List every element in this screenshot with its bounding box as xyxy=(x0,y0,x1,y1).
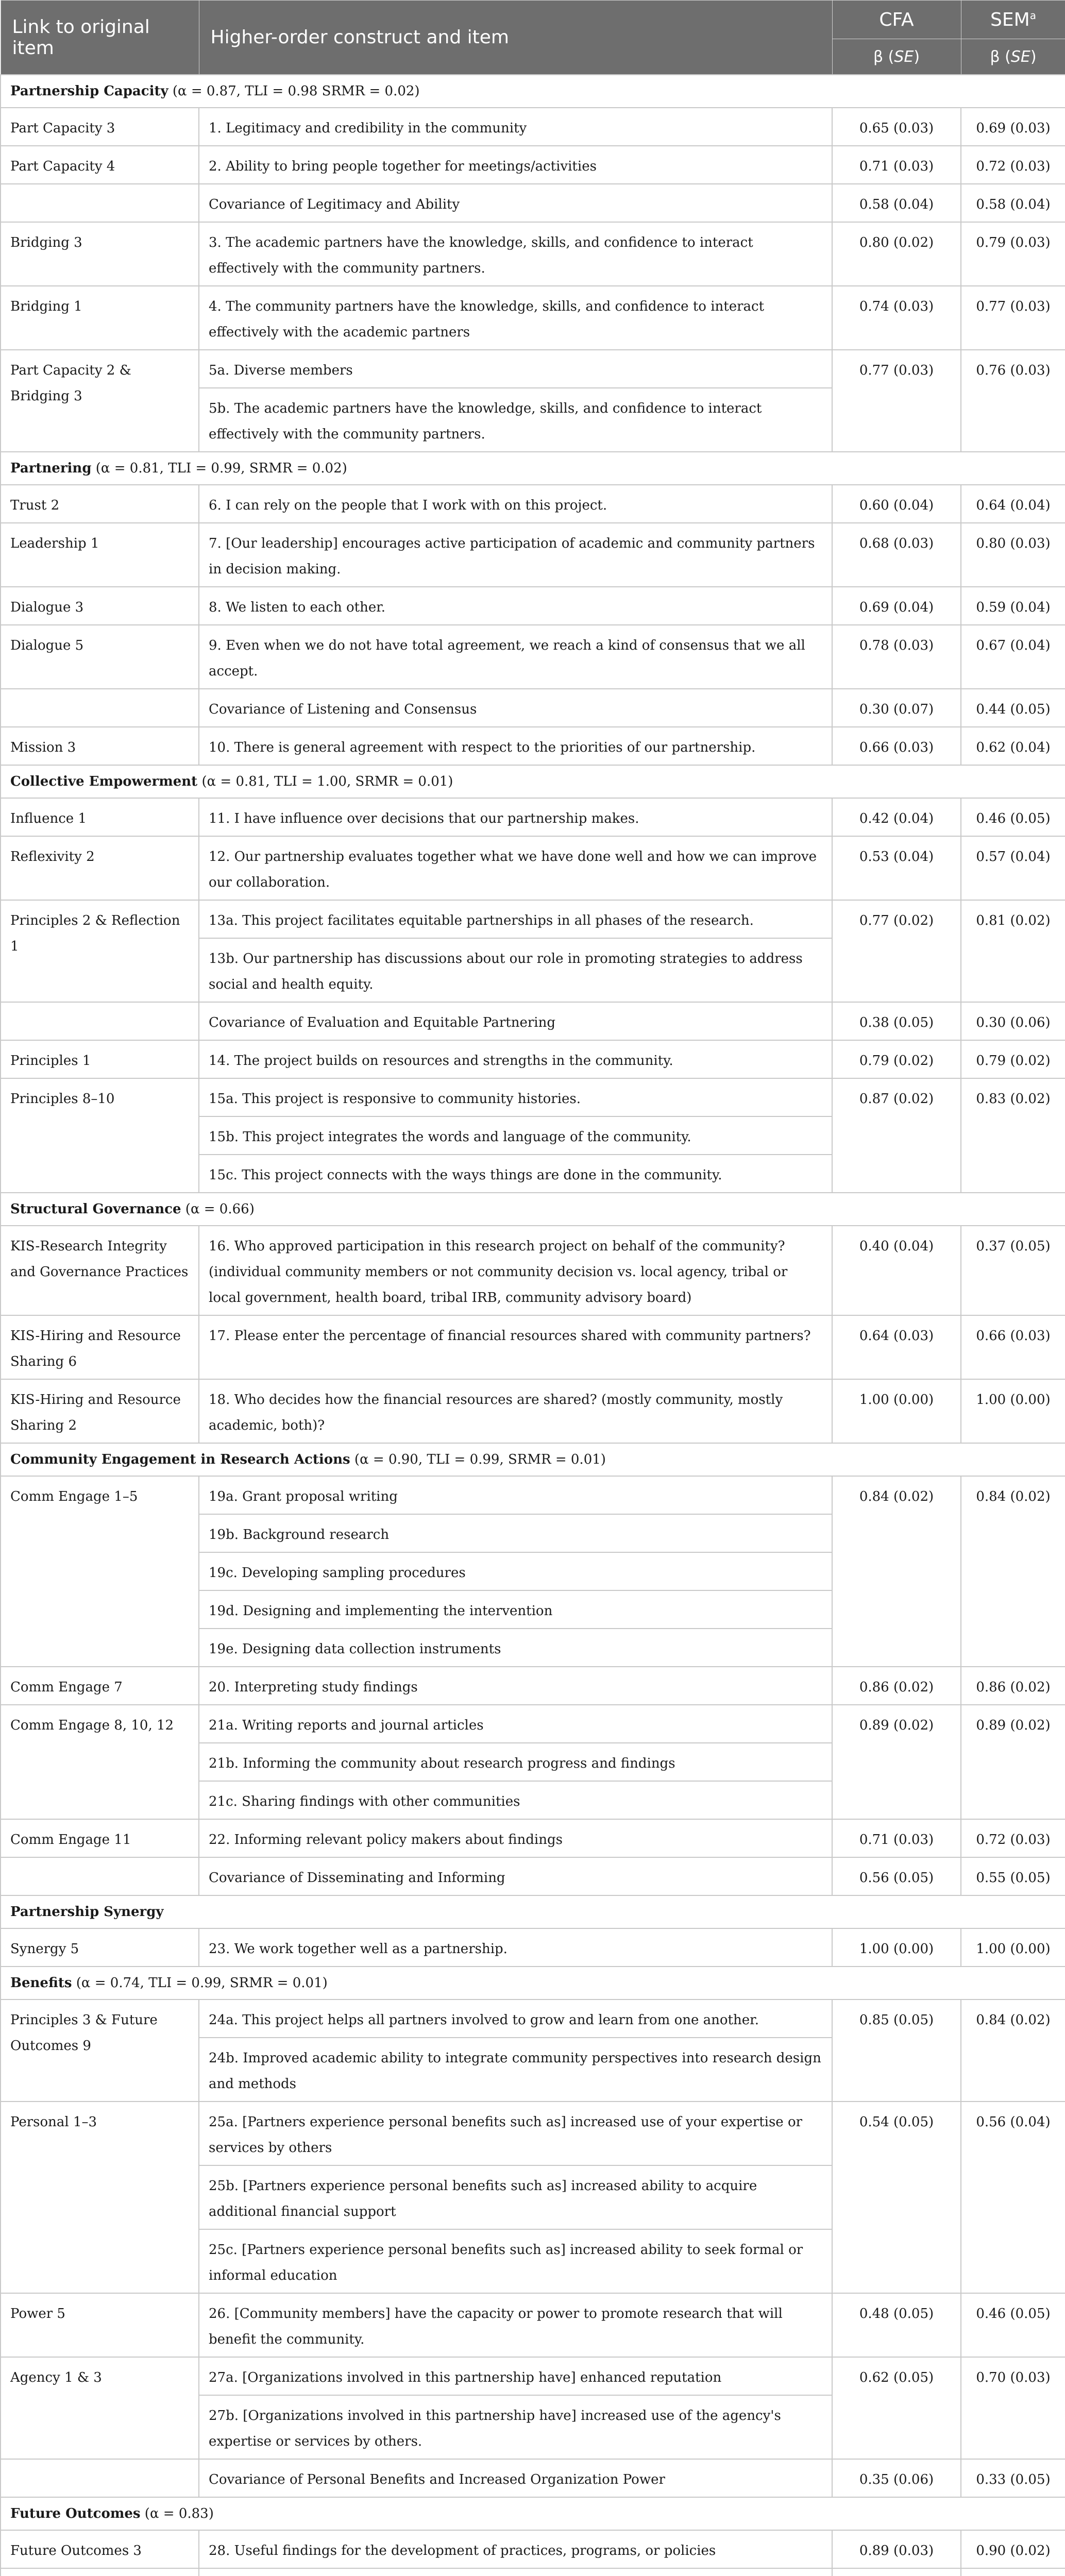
section-header-cell xyxy=(1,2497,1065,2530)
sem-value: 0.72 (0.03) xyxy=(961,1819,1065,1857)
item-cell: 13b. Our partnership has discussions about our role in promoting strategies to address social and health equity. xyxy=(199,938,832,1002)
table-row xyxy=(1,1040,1065,1078)
cfa-value: 0.79 (0.02) xyxy=(832,1040,961,1078)
section-header-cell xyxy=(1,1193,1065,1226)
table-row xyxy=(1,286,1065,350)
item-cell: 15b. This project integrates the words and language of the community. xyxy=(199,1116,832,1155)
table-row xyxy=(1,2530,1065,2568)
table-row xyxy=(1,1078,1065,1116)
table-row xyxy=(1,2357,1065,2395)
link-cell: Synergy 5 xyxy=(1,1928,199,1967)
sem-value: 0.67 (0.04) xyxy=(961,625,1065,689)
item-cell: 1. Legitimacy and credibility in the community xyxy=(199,108,832,146)
section-stats: (α = 0.87, TLI = 0.98 SRMR = 0.02) xyxy=(168,83,420,99)
link-cell: Comm Engage 7 xyxy=(1,1667,199,1705)
table-row xyxy=(1,1857,1065,1895)
section-header-cell xyxy=(1,1443,1065,1476)
sem-value xyxy=(961,2568,1065,2576)
item-cell: 7. [Our leadership] encourages active participation of academic and community partners in decision making. xyxy=(199,523,832,587)
sem-value: 0.64 (0.04) xyxy=(961,485,1065,523)
link-cell: Comm Engage 1–5 xyxy=(1,1476,199,1667)
sem-value: 0.58 (0.04) xyxy=(961,184,1065,222)
link-cell: Bridging 1 xyxy=(1,286,199,350)
table-row xyxy=(1,1667,1065,1705)
link-cell: Agency 1 & 3 xyxy=(1,2357,199,2459)
table-row xyxy=(1,625,1065,689)
item-cell: 25b. [Partners experience personal benefits such as] increased ability to acquire additional financial support xyxy=(199,2165,832,2229)
table-row xyxy=(1,1928,1065,1967)
cfa-value: 0.48 (0.05) xyxy=(832,2293,961,2357)
link-cell: Dialogue 3 xyxy=(1,587,199,625)
sem-value: 0.86 (0.02) xyxy=(961,1667,1065,1705)
section-title: Benefits xyxy=(10,1975,72,1991)
item-cell: 19e. Designing data collection instruments xyxy=(199,1629,832,1667)
item-cell: 28. Useful findings for the development of practices, programs, or policies xyxy=(199,2530,832,2568)
section-header-cell xyxy=(1,1967,1065,1999)
link-cell: Mission 3 xyxy=(1,727,199,765)
section-title: Partnership Capacity xyxy=(10,83,168,99)
sem-value: 0.81 (0.02) xyxy=(961,900,1065,1002)
cfa-value: 0.30 (0.07) xyxy=(832,689,961,727)
link-cell: Comm Engage 11 xyxy=(1,1819,199,1857)
header-cfa-column xyxy=(832,1,961,39)
section-stats: (α = 0.81, TLI = 1.00, SRMR = 0.01) xyxy=(197,774,453,789)
item-cell xyxy=(199,2568,832,2576)
item-cell: 15a. This project is responsive to community histories. xyxy=(199,1078,832,1116)
item-cell: 20. Interpreting study findings xyxy=(199,1667,832,1705)
table-row xyxy=(1,108,1065,146)
link-cell xyxy=(1,1002,199,1040)
link-cell: Bridging 3 xyxy=(1,222,199,286)
sem-value: 0.46 (0.05) xyxy=(961,798,1065,836)
item-cell: 3. The academic partners have the knowledge, skills, and confidence to interact effectively with the community partners. xyxy=(199,222,832,286)
cfa-value: 0.64 (0.03) xyxy=(832,1315,961,1379)
item-cell: 15c. This project connects with the ways things are done in the community. xyxy=(199,1155,832,1193)
link-cell: Leadership 1 xyxy=(1,523,199,587)
item-cell: 24b. Improved academic ability to integrate community perspectives into research design and methods xyxy=(199,2038,832,2102)
table-row xyxy=(1,184,1065,222)
link-cell: Part Capacity 2 & Bridging 3 xyxy=(1,350,199,452)
sem-value: 0.30 (0.06) xyxy=(961,1002,1065,1040)
item-cell: 21b. Informing the community about research progress and findings xyxy=(199,1743,832,1781)
section-header-row xyxy=(1,1895,1065,1928)
header-sem-footnote-mark: a xyxy=(1029,9,1036,22)
table-row xyxy=(1,523,1065,587)
sem-value: 0.72 (0.03) xyxy=(961,146,1065,184)
item-cell: Covariance of Evaluation and Equitable Partnering xyxy=(199,1002,832,1040)
section-title: Structural Governance xyxy=(10,1201,181,1217)
section-header-row xyxy=(1,2497,1065,2530)
sem-value: 0.89 (0.02) xyxy=(961,1705,1065,1819)
sem-value: 0.56 (0.04) xyxy=(961,2102,1065,2293)
cfa-value: 0.65 (0.03) xyxy=(832,108,961,146)
sem-value: 0.83 (0.02) xyxy=(961,1078,1065,1193)
cfa-value: 0.85 (0.05) xyxy=(832,1999,961,2102)
beta-label: β ( xyxy=(990,47,1011,66)
link-cell: Personal 1–3 xyxy=(1,2102,199,2293)
table-row xyxy=(1,689,1065,727)
sem-value: 0.79 (0.03) xyxy=(961,222,1065,286)
link-cell xyxy=(1,1857,199,1895)
link-cell: Comm Engage 8, 10, 12 xyxy=(1,1705,199,1819)
item-cell: 2. Ability to bring people together for meetings/activities xyxy=(199,146,832,184)
section-header-row xyxy=(1,1193,1065,1226)
table-row xyxy=(1,836,1065,900)
cfa-value: 0.78 (0.03) xyxy=(832,625,961,689)
item-cell: 9. Even when we do not have total agreement, we reach a kind of consensus that we all accept. xyxy=(199,625,832,689)
item-cell: 5a. Diverse members xyxy=(199,350,832,388)
link-cell: Principles 1 xyxy=(1,1040,199,1078)
table-row xyxy=(1,727,1065,765)
item-cell: 16. Who approved participation in this research project on behalf of the community? (individual community members or not community decision vs. local agency, tribal or local government, health board, tribal IRB, community advisory board) xyxy=(199,1226,832,1315)
sem-value: 1.00 (0.00) xyxy=(961,1928,1065,1967)
table-row xyxy=(1,222,1065,286)
cfa-value: 1.00 (0.00) xyxy=(832,1928,961,1967)
item-cell: 19a. Grant proposal writing xyxy=(199,1476,832,1514)
cfa-value: 0.69 (0.04) xyxy=(832,587,961,625)
table-row xyxy=(1,587,1065,625)
cfa-value: 0.38 (0.05) xyxy=(832,1002,961,1040)
table-row xyxy=(1,1315,1065,1379)
header-sem-label: SEM xyxy=(990,9,1030,30)
header-sem-beta xyxy=(961,39,1065,75)
cfa-value: 0.68 (0.03) xyxy=(832,523,961,587)
item-cell: Covariance of Personal Benefits and Increased Organization Power xyxy=(199,2459,832,2497)
item-cell: 12. Our partnership evaluates together what we have done well and how we can improve our collaboration. xyxy=(199,836,832,900)
table-row xyxy=(1,1379,1065,1443)
item-cell: 24a. This project helps all partners involved to grow and learn from one another. xyxy=(199,1999,832,2038)
table-row xyxy=(1,2293,1065,2357)
item-cell: 21c. Sharing findings with other communities xyxy=(199,1781,832,1819)
item-cell: 25c. [Partners experience personal benefits such as] increased ability to seek formal or informal education xyxy=(199,2229,832,2293)
cfa-value: 0.77 (0.03) xyxy=(832,350,961,452)
link-cell xyxy=(1,184,199,222)
beta-label: β ( xyxy=(873,47,894,66)
header-construct-column: Higher-order construct and item xyxy=(199,1,832,75)
table-row xyxy=(1,350,1065,388)
link-cell: Power 5 xyxy=(1,2293,199,2357)
cfa-value: 0.86 (0.02) xyxy=(832,1667,961,1705)
item-cell: 18. Who decides how the financial resources are shared? (mostly community, mostly academic, both)? xyxy=(199,1379,832,1443)
section-title: Community Engagement in Research Actions xyxy=(10,1452,350,1467)
table-row xyxy=(1,2568,1065,2576)
table-row xyxy=(1,2102,1065,2165)
link-cell: KIS-Hiring and Resource Sharing 2 xyxy=(1,1379,199,1443)
table-row xyxy=(1,900,1065,938)
item-cell: 19c. Developing sampling procedures xyxy=(199,1552,832,1590)
link-cell: Future Outcomes 3 xyxy=(1,2530,199,2568)
link-cell: Reflexivity 2 xyxy=(1,836,199,900)
table-row xyxy=(1,485,1065,523)
section-header-cell xyxy=(1,1895,1065,1928)
sem-value: 0.80 (0.03) xyxy=(961,523,1065,587)
cfa-value: 1.00 (0.00) xyxy=(832,1379,961,1443)
sem-value: 0.44 (0.05) xyxy=(961,689,1065,727)
cfa-value: 0.77 (0.02) xyxy=(832,900,961,1002)
sem-value: 0.46 (0.05) xyxy=(961,2293,1065,2357)
link-cell: Principles 2 & Reflection 1 xyxy=(1,900,199,1002)
header-cfa-beta xyxy=(832,39,961,75)
section-header-cell xyxy=(1,452,1065,485)
link-cell xyxy=(1,2459,199,2497)
sem-value: 0.66 (0.03) xyxy=(961,1315,1065,1379)
cfa-value: 0.71 (0.03) xyxy=(832,146,961,184)
item-cell: 21a. Writing reports and journal articles xyxy=(199,1705,832,1743)
link-cell: Principles 3 & Future Outcomes 9 xyxy=(1,1999,199,2102)
sem-value: 1.00 (0.00) xyxy=(961,1379,1065,1443)
sem-value: 0.62 (0.04) xyxy=(961,727,1065,765)
sem-value: 0.70 (0.03) xyxy=(961,2357,1065,2459)
header-link-column: Link to original item xyxy=(1,1,199,75)
item-cell: 27a. [Organizations involved in this partnership have] enhanced reputation xyxy=(199,2357,832,2395)
table-row xyxy=(1,1819,1065,1857)
item-cell: 5b. The academic partners have the knowledge, skills, and confidence to interact effectively with the community partners. xyxy=(199,388,832,452)
cfa-value: 0.62 (0.05) xyxy=(832,2357,961,2459)
link-cell xyxy=(1,689,199,727)
link-cell: Influence 1 xyxy=(1,798,199,836)
sem-value: 0.59 (0.04) xyxy=(961,587,1065,625)
cfa-value: 0.89 (0.02) xyxy=(832,1705,961,1819)
section-title: Partnership Synergy xyxy=(10,1904,164,1920)
link-cell: Dialogue 5 xyxy=(1,625,199,689)
sem-value: 0.79 (0.02) xyxy=(961,1040,1065,1078)
table-body xyxy=(1,75,1065,2576)
section-header-cell xyxy=(1,75,1065,108)
link-cell: Part Capacity 4 xyxy=(1,146,199,184)
beta-close: ) xyxy=(914,47,920,66)
item-cell: 26. [Community members] have the capacity or power to promote research that will benefit the community. xyxy=(199,2293,832,2357)
cfa-value: 0.60 (0.04) xyxy=(832,485,961,523)
table-row xyxy=(1,1226,1065,1315)
sem-value: 0.84 (0.02) xyxy=(961,1999,1065,2102)
sem-value: 0.33 (0.05) xyxy=(961,2459,1065,2497)
item-cell: Covariance of Legitimacy and Ability xyxy=(199,184,832,222)
cfa-value: 0.89 (0.03) xyxy=(832,2530,961,2568)
section-header-row xyxy=(1,765,1065,798)
section-title: Partnering xyxy=(10,461,92,476)
cfa-value: 0.35 (0.06) xyxy=(832,2459,961,2497)
section-stats: (α = 0.90, TLI = 0.99, SRMR = 0.01) xyxy=(350,1452,606,1467)
cfa-value: 0.80 (0.02) xyxy=(832,222,961,286)
item-cell: 4. The community partners have the knowledge, skills, and confidence to interact effectively with the academic partners xyxy=(199,286,832,350)
sem-value: 0.76 (0.03) xyxy=(961,350,1065,452)
sem-value: 0.57 (0.04) xyxy=(961,836,1065,900)
sem-value: 0.69 (0.03) xyxy=(961,108,1065,146)
section-title: Future Outcomes xyxy=(10,2506,141,2521)
beta-close: ) xyxy=(1030,47,1037,66)
cfa-value: 0.66 (0.03) xyxy=(832,727,961,765)
item-cell: 25a. [Partners experience personal benefits such as] increased use of your expertise or services by others xyxy=(199,2102,832,2165)
cfa-value: 0.71 (0.03) xyxy=(832,1819,961,1857)
section-header-row xyxy=(1,452,1065,485)
table-row xyxy=(1,2459,1065,2497)
section-stats: (α = 0.83) xyxy=(140,2506,214,2521)
section-stats: (α = 0.81, TLI = 0.99, SRMR = 0.02) xyxy=(91,461,347,476)
cfa-value: 0.74 (0.03) xyxy=(832,286,961,350)
item-cell: 11. I have influence over decisions that our partnership makes. xyxy=(199,798,832,836)
item-cell: 14. The project builds on resources and strengths in the community. xyxy=(199,1040,832,1078)
link-cell: KIS-Research Integrity and Governance Practices xyxy=(1,1226,199,1315)
se-label: SE xyxy=(1010,47,1030,66)
section-header-row xyxy=(1,75,1065,108)
cfa-value: 0.40 (0.04) xyxy=(832,1226,961,1315)
table-header xyxy=(1,1,1065,75)
item-cell: 22. Informing relevant policy makers about findings xyxy=(199,1819,832,1857)
link-cell: Part Capacity 3 xyxy=(1,108,199,146)
section-header-row xyxy=(1,1967,1065,1999)
sem-value: 0.77 (0.03) xyxy=(961,286,1065,350)
item-cell: 27b. [Organizations involved in this partnership have] increased use of the agency's expertise or services by others. xyxy=(199,2395,832,2459)
section-header-cell xyxy=(1,765,1065,798)
item-cell: 6. I can rely on the people that I work with on this project. xyxy=(199,485,832,523)
section-title: Collective Empowerment xyxy=(10,774,198,789)
cfa-value: 0.87 (0.02) xyxy=(832,1078,961,1193)
table-row xyxy=(1,1002,1065,1040)
sem-value: 0.37 (0.05) xyxy=(961,1226,1065,1315)
sem-value: 0.55 (0.05) xyxy=(961,1857,1065,1895)
cfa-value: 0.53 (0.04) xyxy=(832,836,961,900)
cfa-value xyxy=(832,2568,961,2576)
item-cell: 17. Please enter the percentage of financial resources shared with community partners? xyxy=(199,1315,832,1379)
cfa-value: 0.42 (0.04) xyxy=(832,798,961,836)
link-cell xyxy=(1,2568,199,2576)
item-cell: 10. There is general agreement with respect to the priorities of our partnership. xyxy=(199,727,832,765)
section-stats: (α = 0.74, TLI = 0.99, SRMR = 0.01) xyxy=(72,1975,328,1991)
item-cell: 19d. Designing and implementing the intervention xyxy=(199,1590,832,1629)
cfa-value: 0.56 (0.05) xyxy=(832,1857,961,1895)
item-cell: 23. We work together well as a partnership. xyxy=(199,1928,832,1967)
table-row xyxy=(1,1705,1065,1743)
link-cell: KIS-Hiring and Resource Sharing 6 xyxy=(1,1315,199,1379)
link-cell: Principles 8–10 xyxy=(1,1078,199,1193)
header-sem-column xyxy=(961,1,1065,39)
cfa-value: 0.84 (0.02) xyxy=(832,1476,961,1667)
item-cell: 13a. This project facilitates equitable partnerships in all phases of the research. xyxy=(199,900,832,938)
item-cell: Covariance of Listening and Consensus xyxy=(199,689,832,727)
header-cfa-label: CFA xyxy=(879,9,914,30)
table-row xyxy=(1,1476,1065,1514)
item-cell: Covariance of Disseminating and Informing xyxy=(199,1857,832,1895)
se-label: SE xyxy=(894,47,914,66)
section-header-row xyxy=(1,1443,1065,1476)
cfa-value: 0.54 (0.05) xyxy=(832,2102,961,2293)
item-cell: 8. We listen to each other. xyxy=(199,587,832,625)
table-row xyxy=(1,146,1065,184)
item-cell: 19b. Background research xyxy=(199,1514,832,1552)
sem-value: 0.84 (0.02) xyxy=(961,1476,1065,1667)
sem-value: 0.90 (0.02) xyxy=(961,2530,1065,2568)
table-row xyxy=(1,798,1065,836)
section-stats: (α = 0.66) xyxy=(181,1201,255,1217)
table-row xyxy=(1,1999,1065,2038)
cfa-value: 0.58 (0.04) xyxy=(832,184,961,222)
link-cell: Trust 2 xyxy=(1,485,199,523)
